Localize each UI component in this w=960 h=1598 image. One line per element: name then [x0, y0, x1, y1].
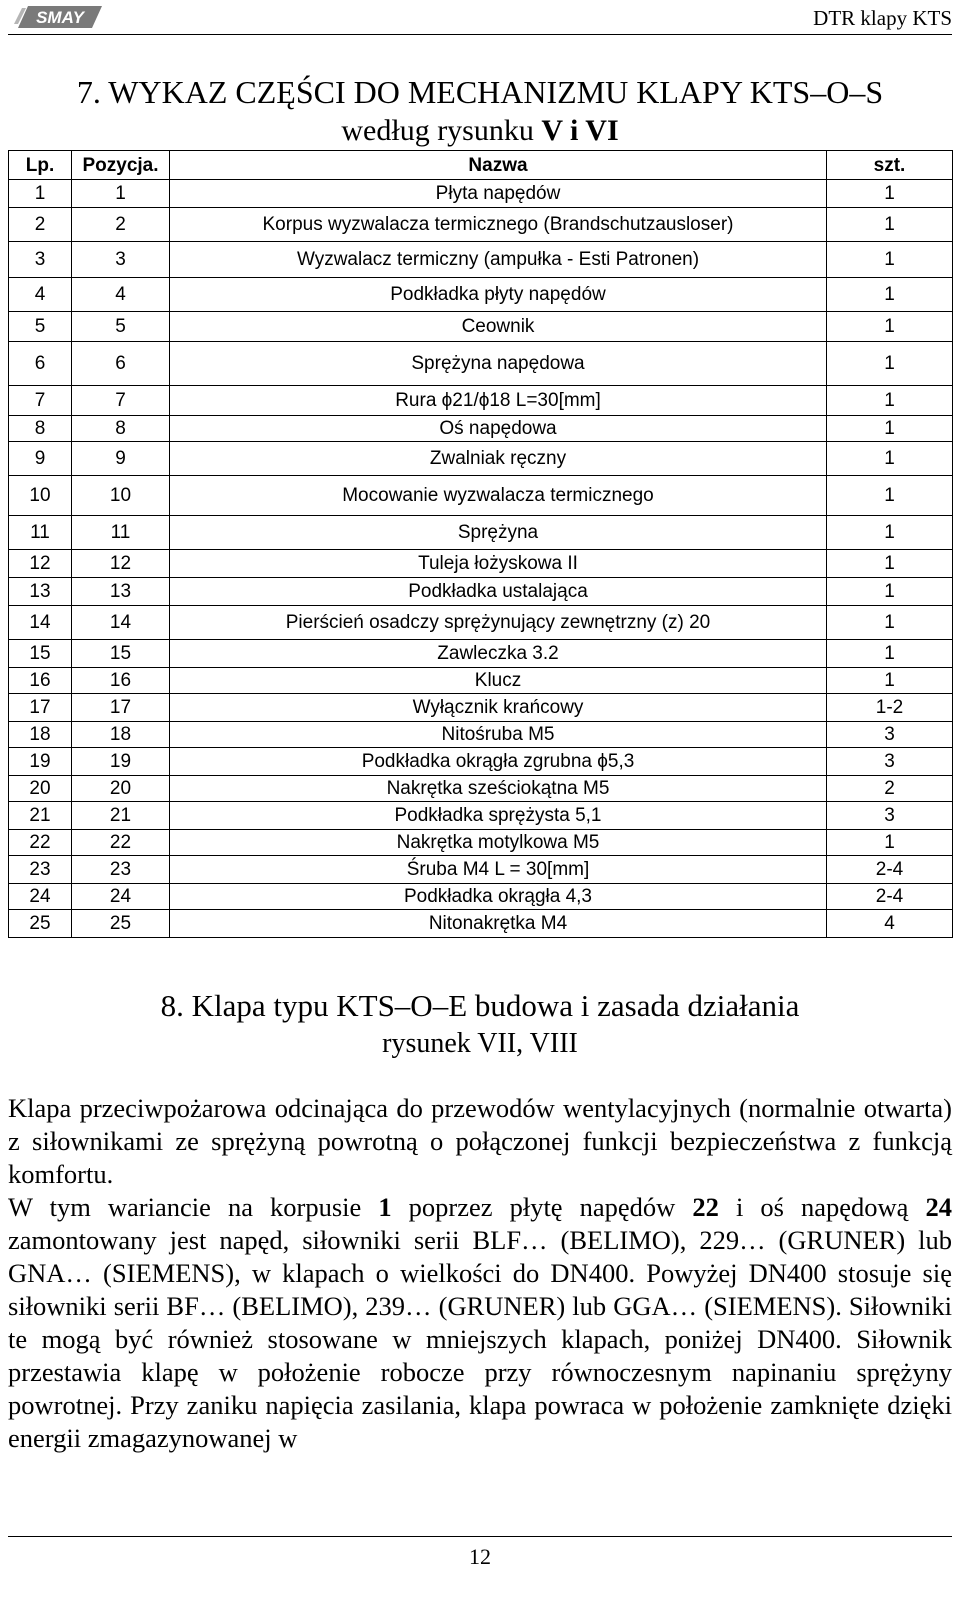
- text-run: i oś napędową: [718, 1192, 926, 1222]
- cell-lp: 24: [9, 884, 72, 910]
- section-8-subtitle: rysunek VII, VIII: [382, 1028, 578, 1059]
- cell-position: 18: [72, 722, 170, 748]
- cell-position: 11: [72, 516, 170, 550]
- table-row: [9, 208, 953, 242]
- cell-qty: 1: [827, 342, 953, 386]
- cell-position: 12: [72, 550, 170, 578]
- table-row: [9, 802, 953, 830]
- paragraph-2: [8, 1191, 952, 1455]
- table-row: [9, 312, 953, 342]
- cell-qty: 1: [827, 550, 953, 578]
- cell-lp: 11: [9, 516, 72, 550]
- table-row: [9, 550, 953, 578]
- cell-name: Pierścień osadczy sprężynujący zewnętrzny (z) 20: [170, 606, 827, 640]
- cell-lp: 18: [9, 722, 72, 748]
- cell-position: 17: [72, 694, 170, 722]
- cell-lp: 6: [9, 342, 72, 386]
- cell-name: Sprężyna napędowa: [170, 342, 827, 386]
- cell-qty: 1: [827, 476, 953, 516]
- parts-table: [8, 150, 953, 938]
- cell-position: 15: [72, 640, 170, 668]
- table-row: [9, 278, 953, 312]
- cell-qty: 1: [827, 668, 953, 694]
- cell-lp: 5: [9, 312, 72, 342]
- cell-lp: 17: [9, 694, 72, 722]
- cell-qty: 1: [827, 312, 953, 342]
- table-row: [9, 442, 953, 476]
- cell-position: 21: [72, 802, 170, 830]
- cell-qty: 3: [827, 722, 953, 748]
- table-row: [9, 694, 953, 722]
- cell-name: Nitośruba M5: [170, 722, 827, 748]
- part-ref: 24: [925, 1192, 952, 1222]
- cell-lp: 7: [9, 386, 72, 416]
- cell-name: Ceownik: [170, 312, 827, 342]
- cell-name: Podkładka okrągła 4,3: [170, 884, 827, 910]
- section-7-subtitle: [8, 114, 952, 148]
- logo-text: SMAY: [36, 8, 84, 27]
- cell-lp: 25: [9, 910, 72, 938]
- cell-name: Nakrętka sześciokątna M5: [170, 776, 827, 802]
- table-row: [9, 476, 953, 516]
- cell-position: 7: [72, 386, 170, 416]
- cell-name: Sprężyna: [170, 516, 827, 550]
- header-name: Nazwa: [170, 151, 827, 180]
- cell-lp: 9: [9, 442, 72, 476]
- cell-name: Śruba M4 L = 30[mm]: [170, 856, 827, 884]
- table-row: [9, 180, 953, 208]
- cell-position: 24: [72, 884, 170, 910]
- cell-lp: 2: [9, 208, 72, 242]
- table-row: [9, 748, 953, 776]
- cell-lp: 15: [9, 640, 72, 668]
- cell-position: 8: [72, 416, 170, 442]
- table-row: [9, 776, 953, 802]
- cell-name: Nitonakrętka M4: [170, 910, 827, 938]
- cell-qty: 4: [827, 910, 953, 938]
- table-row: [9, 830, 953, 856]
- table-row: [9, 516, 953, 550]
- cell-lp: 10: [9, 476, 72, 516]
- table-row: [9, 342, 953, 386]
- cell-name: Wyłącznik krańcowy: [170, 694, 827, 722]
- cell-qty: 1: [827, 606, 953, 640]
- cell-position: 14: [72, 606, 170, 640]
- cell-name: Klucz: [170, 668, 827, 694]
- paragraph-1: Klapa przeciwpożarowa odcinająca do przewodów wentylacyjnych (normalnie otwarta) z siłownikami ze sprężyną powrotną o połączonej funkcji bezpieczeństwa z funkcją komfortu.: [8, 1093, 952, 1189]
- cell-qty: 3: [827, 802, 953, 830]
- cell-qty: 1: [827, 386, 953, 416]
- table-row: [9, 386, 953, 416]
- cell-name: Rura ϕ21/ϕ18 L=30[mm]: [170, 386, 827, 416]
- table-row: [9, 884, 953, 910]
- header-position: Pozycja.: [72, 151, 170, 180]
- cell-name: Nakrętka motylkowa M5: [170, 830, 827, 856]
- cell-qty: 1: [827, 242, 953, 278]
- cell-qty: 1: [827, 180, 953, 208]
- cell-lp: 13: [9, 578, 72, 606]
- cell-lp: 8: [9, 416, 72, 442]
- table-row: [9, 606, 953, 640]
- table-row: [9, 856, 953, 884]
- smay-logo: [14, 4, 104, 30]
- subtitle-prefix: według rysunku: [341, 114, 542, 147]
- table-row: [9, 578, 953, 606]
- document-title: DTR klapy KTS: [813, 6, 952, 30]
- cell-position: 16: [72, 668, 170, 694]
- cell-name: Zwalniak ręczny: [170, 442, 827, 476]
- cell-qty: 1: [827, 516, 953, 550]
- section-7-title: 7. WYKAZ CZĘŚCI DO MECHANIZMU KLAPY KTS–O–S: [76, 74, 884, 110]
- cell-lp: 1: [9, 180, 72, 208]
- cell-position: 9: [72, 442, 170, 476]
- part-ref: 1: [378, 1192, 392, 1222]
- cell-qty: 1: [827, 640, 953, 668]
- table-row: [9, 668, 953, 694]
- header-qty: szt.: [827, 151, 953, 180]
- table-row: [9, 910, 953, 938]
- cell-qty: 1: [827, 278, 953, 312]
- cell-qty: 1: [827, 208, 953, 242]
- header-lp: Lp.: [9, 151, 72, 180]
- cell-name: Oś napędowa: [170, 416, 827, 442]
- cell-position: 23: [72, 856, 170, 884]
- cell-name: Tuleja łożyskowa II: [170, 550, 827, 578]
- cell-position: 10: [72, 476, 170, 516]
- table-row: [9, 722, 953, 748]
- cell-name: Korpus wyzwalacza termicznego (Brandschutzausloser): [170, 208, 827, 242]
- cell-position: 20: [72, 776, 170, 802]
- cell-qty: 1-2: [827, 694, 953, 722]
- cell-qty: 2-4: [827, 884, 953, 910]
- cell-name: Podkładka płyty napędów: [170, 278, 827, 312]
- cell-position: 2: [72, 208, 170, 242]
- cell-name: Płyta napędów: [170, 180, 827, 208]
- cell-qty: 2-4: [827, 856, 953, 884]
- cell-name: Podkładka okrągła zgrubna ϕ5,3: [170, 748, 827, 776]
- cell-qty: 1: [827, 442, 953, 476]
- cell-position: 6: [72, 342, 170, 386]
- part-ref: 22: [692, 1192, 719, 1222]
- table-header-row: [9, 151, 953, 180]
- text-run: W tym wariancie na korpusie: [8, 1192, 379, 1222]
- cell-position: 5: [72, 312, 170, 342]
- cell-name: Zawleczka 3.2: [170, 640, 827, 668]
- cell-position: 25: [72, 910, 170, 938]
- cell-lp: 19: [9, 748, 72, 776]
- cell-position: 4: [72, 278, 170, 312]
- table-row: [9, 242, 953, 278]
- table-body: [9, 180, 953, 938]
- cell-lp: 4: [9, 278, 72, 312]
- cell-position: 19: [72, 748, 170, 776]
- cell-lp: 12: [9, 550, 72, 578]
- cell-qty: 3: [827, 748, 953, 776]
- cell-lp: 22: [9, 830, 72, 856]
- cell-lp: 20: [9, 776, 72, 802]
- page-number: 12: [469, 1544, 491, 1569]
- cell-name: Mocowanie wyzwalacza termicznego: [170, 476, 827, 516]
- text-run: poprzez płytę napędów: [391, 1192, 693, 1222]
- cell-lp: 21: [9, 802, 72, 830]
- cell-qty: 2: [827, 776, 953, 802]
- cell-position: 22: [72, 830, 170, 856]
- cell-lp: 16: [9, 668, 72, 694]
- footer-divider: [8, 1536, 952, 1537]
- cell-qty: 1: [827, 416, 953, 442]
- cell-qty: 1: [827, 830, 953, 856]
- text-run: zamontowany jest napęd, siłowniki serii BLF… (BELIMO), 229… (GRUNER) lub GNA… (SIEMENS), w klapach o wielkości do DN400. Powyżej DN400 stosuje się siłowniki serii BF… (BELIMO), 239… (GRUNER) lub GGA… (SIEMENS). Siłowniki te mogą być również stosowane w mniejszych klapach, poniżej DN400. Siłownik przestawia klapę w położenie robocze przy równoczesnym napinaniu sprężyny powrotnej. Przy zaniku napięcia zasilania, klapa powraca w położenie zamknięte dzięki energii zmagazynowanej w: [8, 1225, 952, 1453]
- cell-lp: 23: [9, 856, 72, 884]
- cell-position: 1: [72, 180, 170, 208]
- section-8-title: 8. Klapa typu KTS–O–E budowa i zasada działania: [160, 988, 800, 1023]
- cell-position: 3: [72, 242, 170, 278]
- table-row: [9, 640, 953, 668]
- page-header: [8, 0, 952, 35]
- cell-position: 13: [72, 578, 170, 606]
- subtitle-figures: V i VI: [541, 114, 619, 147]
- cell-qty: 1: [827, 578, 953, 606]
- table-row: [9, 416, 953, 442]
- cell-name: Podkładka ustalająca: [170, 578, 827, 606]
- cell-name: Podkładka sprężysta 5,1: [170, 802, 827, 830]
- cell-lp: 3: [9, 242, 72, 278]
- cell-lp: 14: [9, 606, 72, 640]
- cell-name: Wyzwalacz termiczny (ampułka - Esti Patronen): [170, 242, 827, 278]
